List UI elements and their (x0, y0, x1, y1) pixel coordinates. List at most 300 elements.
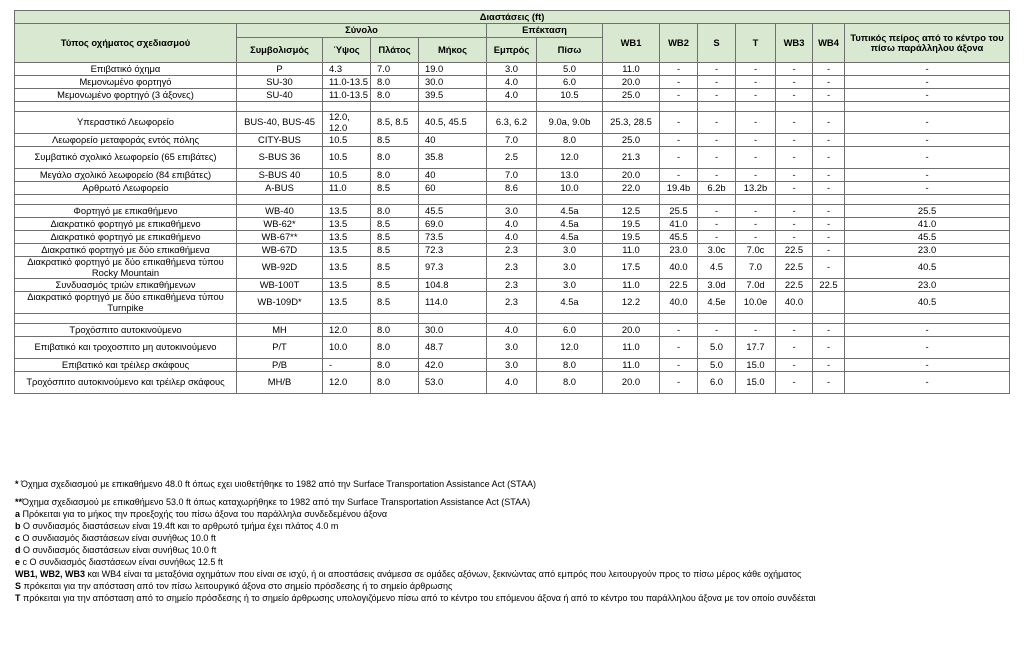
table-cell: 2.3 (487, 244, 537, 257)
footnote-text: Όχημα σχεδιασμού με επικαθήμενο 53.0 ft όπως καταχωρήθηκε το 1982 από την Surface Transportation Assistance Act (STAA) (22, 497, 531, 507)
table-cell: - (845, 372, 1010, 394)
overhang-group-header: Επέκταση (487, 24, 603, 38)
table-row (15, 89, 1010, 102)
table-cell (698, 195, 736, 205)
table-cell: 11.0 (603, 244, 660, 257)
table-cell: 3.0 (487, 205, 537, 218)
table-cell (371, 314, 419, 324)
table-cell: 8.0 (371, 337, 419, 359)
table-cell: 25.3, 28.5 (603, 112, 660, 134)
table-cell: 40.5 (845, 257, 1010, 279)
table-cell: 13.5 (323, 205, 371, 218)
table-cell (736, 314, 776, 324)
table-cell: 7.0 (371, 63, 419, 76)
footnote-marker: * (15, 479, 19, 489)
table-cell (419, 102, 487, 112)
footnote-marker: b (15, 521, 21, 531)
table-cell: - (813, 134, 845, 147)
table-cell: 45.5 (845, 231, 1010, 244)
table-cell: 21.3 (603, 147, 660, 169)
table-cell: - (813, 63, 845, 76)
table-cell: - (845, 359, 1010, 372)
table-cell (371, 102, 419, 112)
table-cell: 12.0 (323, 324, 371, 337)
footnote-marker: WB1, WB2, WB3 (15, 569, 86, 579)
footnote-text: c Ο συνδιασμός διαστάσεων είναι συνήθως 12.5 ft (20, 557, 223, 567)
table-cell: 8.0 (537, 359, 603, 372)
table-cell: 40.5, 45.5 (419, 112, 487, 134)
table-cell: Φορτηγό με επικαθήμενο (15, 205, 237, 218)
table-cell: Επιβατικό όχημα (15, 63, 237, 76)
table-cell: Τροχόσπιτο αυτοκινούμενο και τρέιλερ σκάφους (15, 372, 237, 394)
table-row (15, 324, 1010, 337)
table-row (15, 169, 1010, 182)
table-cell: Διακρατικό φορτηγό με δύο επικαθήμενα τύπου Turnpike (15, 292, 237, 314)
table-cell: 10.0 (323, 337, 371, 359)
table-cell (237, 102, 323, 112)
table-cell (15, 314, 237, 324)
wb4-header: WB4 (813, 24, 845, 63)
table-cell: - (660, 89, 698, 102)
table-cell: 13.5 (323, 231, 371, 244)
table-cell: - (776, 231, 813, 244)
table-row (15, 231, 1010, 244)
table-cell: 22.0 (603, 182, 660, 195)
table-cell: 53.0 (419, 372, 487, 394)
table-cell: - (813, 324, 845, 337)
table-cell: 8.0 (371, 169, 419, 182)
table-cell: - (698, 169, 736, 182)
table-cell: 40 (419, 134, 487, 147)
table-cell (776, 314, 813, 324)
table-cell: - (660, 324, 698, 337)
table-cell: Διακρατικό φορτηγό με δύο επικαθήμενα τύπου Rocky Mountain (15, 257, 237, 279)
s-header: S (698, 24, 736, 63)
table-cell: 10.0 (537, 182, 603, 195)
table-cell: S-BUS 40 (237, 169, 323, 182)
table-cell: Μεγάλο σχολικό λεωφορείο (84 επιβάτες) (15, 169, 237, 182)
table-cell (845, 195, 1010, 205)
table-cell: 8.0 (371, 359, 419, 372)
table-cell: - (776, 63, 813, 76)
table-cell: 7.0d (736, 279, 776, 292)
table-cell: 4.0 (487, 372, 537, 394)
table-cell: WB-67** (237, 231, 323, 244)
table-cell (813, 195, 845, 205)
table-cell: 19.0 (419, 63, 487, 76)
table-cell: 22.5 (776, 257, 813, 279)
table-cell: - (776, 182, 813, 195)
rear-overhang-header: Πίσω (537, 38, 603, 63)
table-cell: 73.5 (419, 231, 487, 244)
table-cell (660, 195, 698, 205)
table-cell: 2.3 (487, 292, 537, 314)
table-cell: 8.0 (371, 89, 419, 102)
table-cell: 4.5a (537, 205, 603, 218)
table-row (15, 147, 1010, 169)
table-row (15, 372, 1010, 394)
table-cell: 8.0 (371, 372, 419, 394)
table-cell: - (736, 169, 776, 182)
table-cell: - (845, 324, 1010, 337)
table-cell: Διακρατικό φορτηγό με επικαθήμενο (15, 218, 237, 231)
table-cell: 30.0 (419, 76, 487, 89)
table-cell (603, 314, 660, 324)
table-cell: - (776, 324, 813, 337)
footnote (15, 496, 1015, 508)
table-cell: - (698, 134, 736, 147)
table-cell: 3.0d (698, 279, 736, 292)
table-cell: - (660, 359, 698, 372)
table-cell: - (776, 359, 813, 372)
table-cell: 6.2b (698, 182, 736, 195)
table-cell: 17.5 (603, 257, 660, 279)
table-cell: - (660, 63, 698, 76)
table-cell (487, 195, 537, 205)
table-cell: 72.3 (419, 244, 487, 257)
table-cell: - (845, 112, 1010, 134)
table-cell: WB-92D (237, 257, 323, 279)
footnote-text: πρόκειται για την απόσταση από τον πίσω λειτουργικό άξονα στο σημείο πρόσδεσης ή το σημείο άρθρωσης (21, 581, 453, 591)
table-row (15, 292, 1010, 314)
table-row (15, 218, 1010, 231)
front-overhang-header: Εμπρός (487, 38, 537, 63)
table-cell: 3.0 (537, 244, 603, 257)
table-cell: 25.0 (603, 89, 660, 102)
table-cell: - (698, 76, 736, 89)
symbol-header: Συμβολισμός (237, 38, 323, 63)
table-cell: 40.0 (660, 257, 698, 279)
table-cell: 2.3 (487, 257, 537, 279)
table-cell (537, 314, 603, 324)
table-cell: Μεμονωμένο φορτηγό (3 άξονες) (15, 89, 237, 102)
table-cell: 104.8 (419, 279, 487, 292)
table-cell (736, 102, 776, 112)
table-cell: 11.0 (603, 337, 660, 359)
table-cell: 40 (419, 169, 487, 182)
table-cell: - (698, 205, 736, 218)
table-cell: 8.5 (371, 244, 419, 257)
table-row (15, 257, 1010, 279)
vehicle-type-header: Τύπος οχήματος σχεδιασμού (15, 24, 237, 63)
table-cell: SU-30 (237, 76, 323, 89)
table-cell: - (776, 372, 813, 394)
table-cell: - (736, 324, 776, 337)
table-cell (237, 195, 323, 205)
t-header: T (736, 24, 776, 63)
table-cell: 12.0 (537, 337, 603, 359)
table-cell: 23.0 (845, 244, 1010, 257)
table-cell: - (736, 205, 776, 218)
table-cell: 19.4b (660, 182, 698, 195)
table-cell: - (736, 134, 776, 147)
table-cell: 4.0 (487, 231, 537, 244)
table-cell: 3.0 (487, 359, 537, 372)
table-cell: 3.0 (487, 63, 537, 76)
table-cell: 13.5 (323, 218, 371, 231)
table-cell: - (813, 76, 845, 89)
table-cell: - (813, 89, 845, 102)
table-cell: 8.5 (371, 182, 419, 195)
table-cell: 11.0-13.5 (323, 89, 371, 102)
table-row (15, 279, 1010, 292)
table-cell: 20.0 (603, 76, 660, 89)
table-cell: 20.0 (603, 372, 660, 394)
table-cell: 19.5 (603, 231, 660, 244)
table-cell: 8.0 (371, 147, 419, 169)
height-header: Ύψος (323, 38, 371, 63)
table-cell: - (776, 218, 813, 231)
table-cell: 5.0 (537, 63, 603, 76)
footnote-text: Ο συνδιασμός διαστάσεων είναι 19.4ft και το αρθρωτό τμήμα έχει πλάτος 4.0 m (20, 521, 339, 531)
table-cell (660, 102, 698, 112)
table-cell: - (776, 112, 813, 134)
table-cell: WB-100T (237, 279, 323, 292)
footnote-text: και WB4 είναι τα μεταξόνια οχημάτων που είναι σε ισχύ, ή οι αποστάσεις ανάμεσα σε ομάδες αξόνων, ξεκινώντας από εμπρός που λειτουργούν προς το πίσω μέρος κάθε οχήματος (85, 569, 802, 579)
footnote (15, 580, 1015, 592)
footnote-marker: ** (15, 497, 23, 507)
table-cell (323, 314, 371, 324)
table-cell (660, 314, 698, 324)
table-cell: - (660, 134, 698, 147)
table-cell: 4.5e (698, 292, 736, 314)
footnote (15, 520, 1015, 532)
table-cell: - (845, 337, 1010, 359)
table-cell: 41.0 (660, 218, 698, 231)
table-cell: Λεωφορείο μεταφοράς εντός πόλης (15, 134, 237, 147)
table-cell: CITY-BUS (237, 134, 323, 147)
table-cell: 2.5 (487, 147, 537, 169)
footnote (15, 556, 1015, 568)
table-cell: - (660, 169, 698, 182)
table-cell: 20.0 (603, 169, 660, 182)
table-title: Διαστάσεις (ft) (15, 11, 1010, 24)
table-cell: - (323, 359, 371, 372)
table-cell: A-BUS (237, 182, 323, 195)
table-cell: - (776, 169, 813, 182)
footnote-marker: T (15, 593, 21, 603)
table-cell: - (736, 76, 776, 89)
table-cell: MH (237, 324, 323, 337)
table-cell: 2.3 (487, 279, 537, 292)
table-cell: 6.0 (537, 324, 603, 337)
table-cell (419, 314, 487, 324)
table-cell: Τροχόσπιτο αυτοκινούμενο (15, 324, 237, 337)
footnote-marker: S (15, 581, 22, 591)
table-cell: 17.7 (736, 337, 776, 359)
table-cell: 9.0a, 9.0b (537, 112, 603, 134)
table-cell: 8.0 (371, 205, 419, 218)
table-cell: 8.5, 8.5 (371, 112, 419, 134)
table-cell: 30.0 (419, 324, 487, 337)
table-cell: Μεμονωμένο φορτηγό (15, 76, 237, 89)
table-cell (698, 314, 736, 324)
table-cell (537, 102, 603, 112)
table-cell: - (736, 63, 776, 76)
table-cell: 39.5 (419, 89, 487, 102)
table-cell (813, 314, 845, 324)
table-row (15, 112, 1010, 134)
table-cell (813, 102, 845, 112)
table-cell: - (698, 147, 736, 169)
footnote (15, 568, 1015, 580)
table-cell: BUS-40, BUS-45 (237, 112, 323, 134)
spacer-row (15, 102, 1010, 112)
footnote (15, 478, 1015, 490)
table-row (15, 182, 1010, 195)
table-cell: 8.5 (371, 257, 419, 279)
table-cell: - (776, 147, 813, 169)
table-cell: 6.3, 6.2 (487, 112, 537, 134)
table-cell: 7.0 (736, 257, 776, 279)
table-cell: Διακρατικό φορτηγό με επικαθήμενο (15, 231, 237, 244)
table-cell: 10.5 (537, 89, 603, 102)
table-cell: 4.0 (487, 324, 537, 337)
table-cell: 40.0 (660, 292, 698, 314)
table-cell: 7.0c (736, 244, 776, 257)
table-cell: - (845, 89, 1010, 102)
table-cell: 45.5 (419, 205, 487, 218)
table-cell: P/B (237, 359, 323, 372)
table-cell: - (845, 147, 1010, 169)
table-cell: 10.5 (323, 169, 371, 182)
table-cell: 3.0 (537, 257, 603, 279)
table-cell (537, 195, 603, 205)
table-cell (845, 102, 1010, 112)
table-cell: - (736, 112, 776, 134)
table-cell (15, 102, 237, 112)
table-cell: 8.5 (371, 279, 419, 292)
table-row (15, 76, 1010, 89)
table-cell: 10.5 (323, 147, 371, 169)
table-cell (776, 195, 813, 205)
table-cell: 22.5 (660, 279, 698, 292)
table-cell: 15.0 (736, 372, 776, 394)
table-cell: WB-62* (237, 218, 323, 231)
table-cell: 4.0 (487, 89, 537, 102)
table-cell: 8.0 (371, 76, 419, 89)
table-cell: 13.5 (323, 244, 371, 257)
table-cell: 11.0 (603, 63, 660, 76)
table-cell: - (736, 89, 776, 102)
table-cell: - (660, 147, 698, 169)
footnote (15, 532, 1015, 544)
table-cell: 13.5 (323, 292, 371, 314)
table-cell: - (698, 112, 736, 134)
table-cell: 13.0 (537, 169, 603, 182)
table-cell: 12.0 (323, 372, 371, 394)
table-row (15, 244, 1010, 257)
table-cell: 13.5 (323, 257, 371, 279)
table-cell: - (813, 231, 845, 244)
design-vehicle-dimensions-table (14, 10, 1010, 394)
table-cell: 10.5 (323, 134, 371, 147)
table-cell (487, 102, 537, 112)
table-cell: 19.5 (603, 218, 660, 231)
table-cell: 12.5 (603, 205, 660, 218)
table-cell: 5.0 (698, 359, 736, 372)
footnote-marker: d (15, 545, 21, 555)
table-cell: MH/B (237, 372, 323, 394)
table-cell (776, 102, 813, 112)
table-cell: 4.0 (487, 76, 537, 89)
table-cell: - (698, 63, 736, 76)
table-cell: - (660, 112, 698, 134)
table-cell: 22.5 (776, 279, 813, 292)
table-cell: 4.5 (698, 257, 736, 279)
table-cell: 12.2 (603, 292, 660, 314)
table-cell: - (813, 218, 845, 231)
table-cell: - (813, 112, 845, 134)
table-cell (845, 314, 1010, 324)
table-cell: 11.0 (323, 182, 371, 195)
table-cell: 7.0 (487, 169, 537, 182)
table-cell (371, 195, 419, 205)
table-cell: 41.0 (845, 218, 1010, 231)
table-cell (698, 102, 736, 112)
table-cell: - (660, 372, 698, 394)
table-cell: - (736, 231, 776, 244)
table-cell: 6.0 (698, 372, 736, 394)
table-cell: 114.0 (419, 292, 487, 314)
length-header: Μήκος (419, 38, 487, 63)
table-cell: 8.5 (371, 292, 419, 314)
table-cell: - (813, 244, 845, 257)
footnote-marker: a (15, 509, 21, 519)
table-cell: - (698, 324, 736, 337)
table-cell: - (845, 134, 1010, 147)
table-cell: 97.3 (419, 257, 487, 279)
table-cell: S-BUS 36 (237, 147, 323, 169)
table-cell: 12.0 (537, 147, 603, 169)
table-cell: 45.5 (660, 231, 698, 244)
wb3-header: WB3 (776, 24, 813, 63)
wb1-header: WB1 (603, 24, 660, 63)
table-cell: 25.5 (845, 205, 1010, 218)
table-row (15, 359, 1010, 372)
table-cell (15, 195, 237, 205)
table-cell: 48.7 (419, 337, 487, 359)
footnotes (15, 478, 1015, 604)
table-cell (813, 292, 845, 314)
table-cell (237, 314, 323, 324)
table-cell: - (698, 89, 736, 102)
table-cell: 11.0 (603, 279, 660, 292)
table-cell: WB-67D (237, 244, 323, 257)
table-cell: 69.0 (419, 218, 487, 231)
table-cell: - (845, 76, 1010, 89)
footnote (15, 592, 1015, 604)
table-cell: - (736, 218, 776, 231)
footnote-text: Ο συνδιασμός διαστάσεων είναι συνήθως 10.0 ft (20, 533, 216, 543)
table-cell: SU-40 (237, 89, 323, 102)
table-cell: - (845, 182, 1010, 195)
table-cell: Αρθρωτό Λεωφορείο (15, 182, 237, 195)
table-cell: 8.0 (537, 372, 603, 394)
table-cell (323, 195, 371, 205)
table-cell: 11.0-13.5 (323, 76, 371, 89)
footnote-marker: c (15, 533, 21, 543)
table-cell: 4.3 (323, 63, 371, 76)
table-cell: 60 (419, 182, 487, 195)
table-cell: 3.0 (537, 279, 603, 292)
table-cell: Επιβατικό και τροχοσπιτο μη αυτοκινούμενο (15, 337, 237, 359)
table-cell: Συνδυασμός τριών επικαθήμενων (15, 279, 237, 292)
table-cell: - (845, 169, 1010, 182)
footnote-text: Ο συνδιασμός διαστάσεων είναι συνήθως 10.0 ft (20, 545, 217, 555)
table-cell: 8.6 (487, 182, 537, 195)
table-cell: - (813, 182, 845, 195)
